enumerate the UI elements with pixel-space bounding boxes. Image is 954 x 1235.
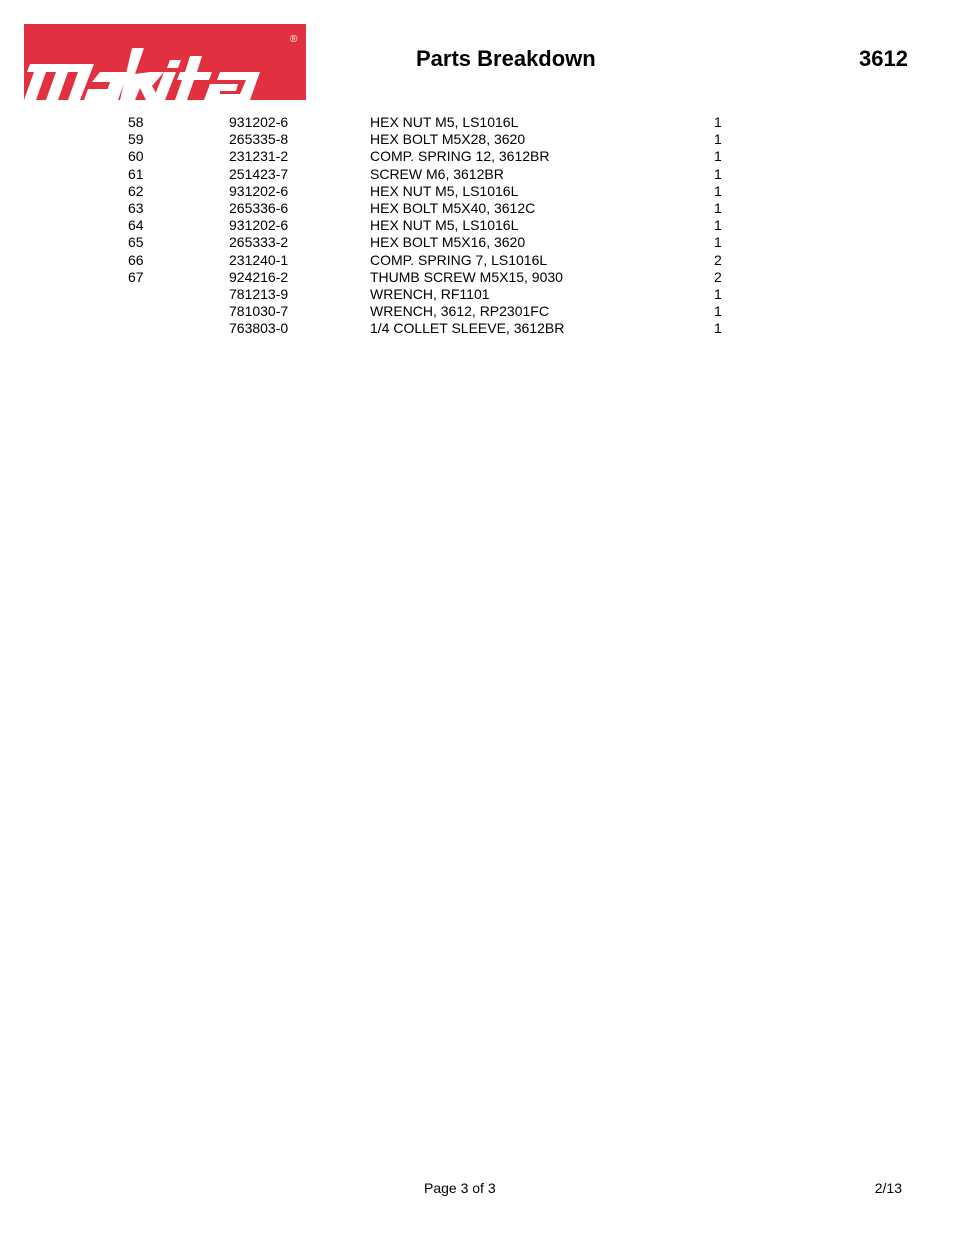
part-number: 265335-8 — [229, 131, 289, 148]
table-row — [0, 166, 954, 183]
parts-table — [0, 114, 954, 337]
quantity: 1 — [714, 114, 722, 130]
quantity: 1 — [714, 199, 722, 216]
table-row — [0, 183, 954, 200]
item-number: 66 — [128, 251, 144, 268]
part-description: WRENCH, 3612, RP2301FC — [370, 303, 549, 320]
table-row — [0, 217, 954, 234]
quantity: 2 — [714, 251, 722, 268]
item-number: 67 — [128, 268, 144, 285]
item-number: 58 — [128, 114, 144, 130]
part-number: 931202-6 — [229, 217, 289, 234]
page-indicator: Page 3 of 3 — [424, 1180, 496, 1196]
item-number: 61 — [128, 165, 144, 182]
quantity: 1 — [714, 303, 722, 320]
table-row — [0, 234, 954, 251]
part-description: 1/4 COLLET SLEEVE, 3612BR — [370, 320, 565, 337]
page-title: Parts Breakdown — [416, 46, 596, 71]
quantity: 1 — [714, 182, 722, 199]
quantity: 1 — [714, 217, 722, 234]
part-number: 781030-7 — [229, 303, 289, 320]
part-number: 265333-2 — [229, 234, 289, 251]
part-description: COMP. SPRING 12, 3612BR — [370, 148, 550, 165]
makita-logo — [24, 24, 306, 100]
item-number: 62 — [128, 182, 144, 199]
part-description: HEX NUT M5, LS1016L — [370, 217, 519, 234]
part-number: 231240-1 — [229, 251, 289, 268]
table-row — [0, 286, 954, 303]
part-number: 931202-6 — [229, 114, 289, 130]
part-description: SCREW M6, 3612BR — [370, 165, 504, 182]
quantity: 1 — [714, 165, 722, 182]
quantity: 1 — [714, 131, 722, 148]
item-number: 59 — [128, 131, 144, 148]
part-description: COMP. SPRING 7, LS1016L — [370, 251, 548, 268]
quantity: 2 — [714, 268, 722, 285]
svg-text:®: ® — [290, 34, 298, 45]
table-row — [0, 252, 954, 269]
part-description: HEX BOLT M5X28, 3620 — [370, 131, 526, 148]
item-number: 64 — [128, 217, 144, 234]
part-description: WRENCH, RF1101 — [370, 285, 490, 302]
part-number: 231231-2 — [229, 148, 289, 165]
quantity: 1 — [714, 148, 722, 165]
item-number: 63 — [128, 199, 144, 216]
part-description: HEX BOLT M5X40, 3612C — [370, 199, 536, 216]
table-row — [0, 131, 954, 148]
part-number: 763803-0 — [229, 320, 289, 337]
part-description: HEX BOLT M5X16, 3620 — [370, 234, 526, 251]
model-number: 3612 — [859, 46, 908, 71]
part-description: THUMB SCREW M5X15, 9030 — [370, 268, 563, 285]
part-description: HEX NUT M5, LS1016L — [370, 182, 519, 199]
quantity: 1 — [714, 285, 722, 302]
table-row — [0, 148, 954, 165]
table-row — [0, 320, 954, 337]
part-number: 251423-7 — [229, 165, 289, 182]
part-number: 931202-6 — [229, 182, 289, 199]
part-description: HEX NUT M5, LS1016L — [370, 114, 519, 130]
item-number: 60 — [128, 148, 144, 165]
part-number: 781213-9 — [229, 285, 289, 302]
part-number: 265336-6 — [229, 199, 289, 216]
table-row — [0, 303, 954, 320]
item-number: 65 — [128, 234, 144, 251]
quantity: 1 — [714, 234, 722, 251]
table-row — [0, 114, 954, 131]
part-number: 924216-2 — [229, 268, 289, 285]
table-row — [0, 200, 954, 217]
table-row — [0, 269, 954, 286]
revision-date: 2/13 — [874, 1180, 902, 1196]
quantity: 1 — [714, 320, 722, 337]
